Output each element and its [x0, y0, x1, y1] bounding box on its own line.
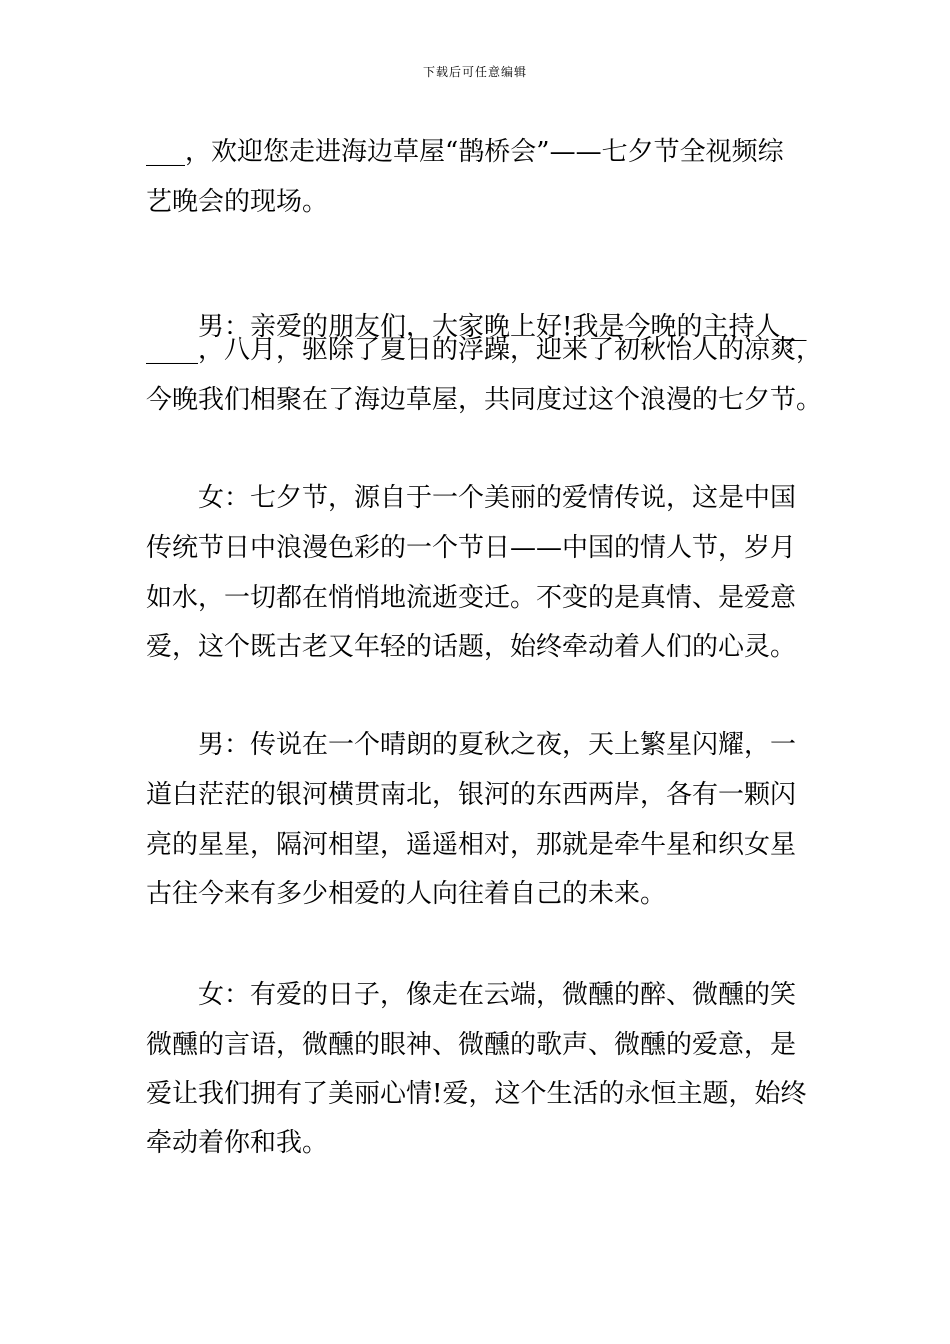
- text-line: 传统节日中浪漫色彩的一个节日——中国的情人节，岁月: [146, 533, 797, 563]
- text-line: 亮的星星，隔河相望，遥遥相对，那就是牵牛星和织女星: [146, 830, 797, 860]
- text-line: 爱让我们拥有了美丽心情!爱，这个生活的永恒主题，始终: [146, 1079, 807, 1109]
- text-line: 今晚我们相聚在了海边草屋，共同度过这个浪漫的七夕节。: [146, 385, 823, 415]
- text-line: 男：传说在一个晴朗的夏秋之夜，天上繁星闪耀，一: [198, 730, 797, 760]
- text-line: 女：有爱的日子，像走在云端，微醺的醉、微醺的笑: [198, 980, 797, 1010]
- text-line: 牵动着你和我。: [146, 1128, 329, 1158]
- text-line: ____，八月，驱除了夏日的浮躁，迎来了初秋怡人的凉爽，: [146, 335, 823, 365]
- text-line: ___，欢迎您走进海边草屋“鹊桥会”——七夕节全视频综: [146, 137, 784, 167]
- text-line: 微醺的言语，微醺的眼神、微醺的歌声、微醺的爱意，是: [146, 1030, 797, 1060]
- text-line: 古往今来有多少相爱的人向往着自己的未来。: [146, 879, 667, 909]
- text-line: 道白茫茫的银河横贯南北，银河的东西两岸，各有一颗闪: [146, 780, 797, 810]
- text-line: 如水，一切都在悄悄地流逝变迁。不变的是真情、是爱意: [146, 583, 797, 613]
- text-line: 艺晚会的现场。: [146, 187, 329, 217]
- text-line: 爱，这个既古老又年轻的话题，始终牵动着人们的心灵。: [146, 632, 797, 662]
- text-line: 男：亲爱的朋友们，大家晚上好!我是今晚的主持人__: [198, 312, 807, 342]
- text-line: 女：七夕节，源自于一个美丽的爱情传说，这是中国: [198, 483, 797, 513]
- page-header: 下载后可任意编辑: [422, 65, 527, 79]
